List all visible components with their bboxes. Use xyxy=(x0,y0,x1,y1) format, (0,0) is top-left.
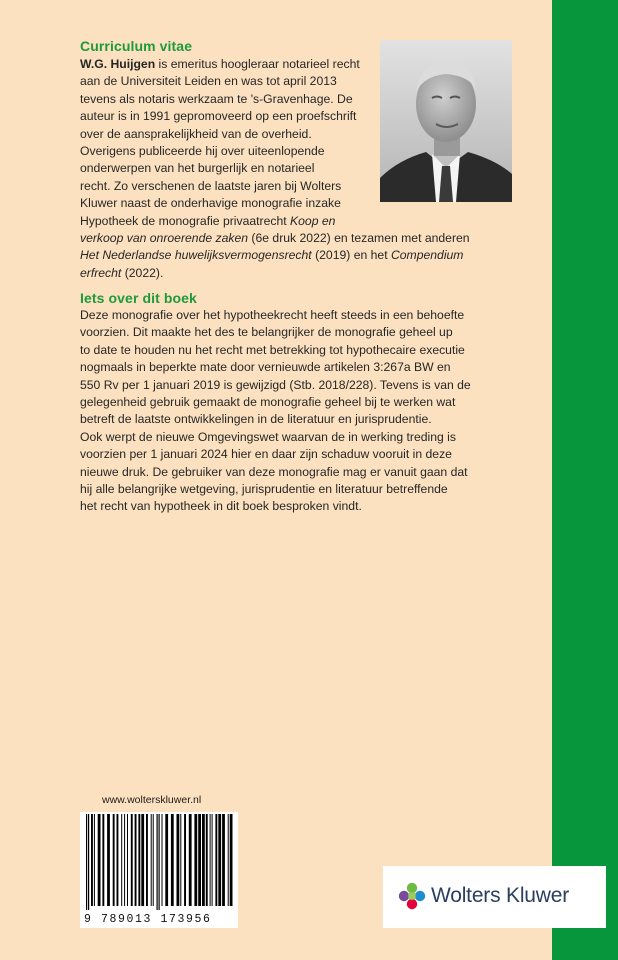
cv-heading: Curriculum vitae xyxy=(80,38,193,54)
publisher-logo xyxy=(383,866,606,928)
cv-paragraph: W.G. Huijgen is emeritus hoogleraar notarieel recht aan de Universiteit Leiden en was tot april 2013 tevens als notaris werkzaam te 's-Gravenhage. De auteur is in 1991 gepromoveerd op een proefschrift over de aansprakelijkheid van de overheid. Overigens publiceerde hij over uiteenlopende onderwerpen van het burgerlijk en notarieel recht. Zo verschenen de laatste jaren bij Wolters Kluwer naast de onderhavige monografie inzake Hypotheek de monografie privaatrecht Koop en verkoop van onroerende zaken (6e druk 2022) en tezamen met anderen Het Nederlandse huwelijksvermogensrecht (2019) en het Compendium erfrecht (2022). xyxy=(80,57,470,280)
wolters-kluwer-logo-icon xyxy=(397,881,427,911)
about-paragraph: Deze monografie over het hypotheekrecht heeft steeds in een behoefte voorzien. Dit maakte het des te belangrijker de monografie geheel up to date te houden nu het recht met betrekking tot hypothecaire executie nogmaals in beperkte mate door vernieuwde artikelen 3:267a BW en 550 Rv per 1 januari 2019 is gewijzigd (Stb. 2018/228). Tevens is van de gelegenheid gebruik gemaakt de monografie geheel bij te werken wat betreft de laatste ontwikkelingen in de literatuur en jurisprudentie. Ook werpt de nieuwe Omgevingswet waarvan de in werking treding is voorzien per 1 januari 2024 hier en daar zijn schaduw vooruit in deze nieuwe druk. De gebruiker van deze monografie mag er vanuit gaan dat hij alle belangrijke wetgeving, jurisprudentie en literatuur betreffende het recht van hypotheek in dit boek besproken vindt. xyxy=(80,308,471,514)
website-url: www.wolterskluwer.nl xyxy=(102,794,202,806)
about-heading: Iets over dit boek xyxy=(80,290,197,306)
author-name: W.G. Huijgen xyxy=(80,57,156,71)
book-title-huwelijk: Het Nederlandse huwelijksvermogensrecht xyxy=(80,248,312,263)
isbn-barcode xyxy=(80,812,238,928)
book-title-koop: Koop en xyxy=(290,213,336,228)
green-spine-strip xyxy=(552,0,618,960)
publisher-name: Wolters Kluwer xyxy=(431,884,570,907)
barcode-bars xyxy=(80,812,238,912)
book-title-compendium: Compendium xyxy=(390,248,464,263)
isbn-number: 9 789013 173956 xyxy=(84,913,212,926)
